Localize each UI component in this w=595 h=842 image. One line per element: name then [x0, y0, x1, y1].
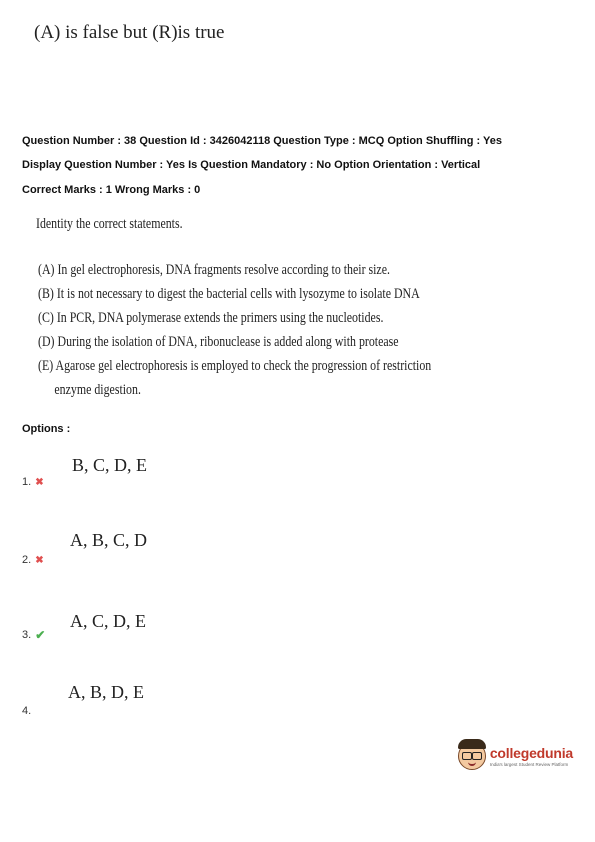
option-3-text[interactable]: A, C, D, E [70, 611, 146, 631]
question-stem: Identity the correct statements. [36, 216, 183, 232]
option-1-text[interactable]: B, C, D, E [72, 455, 148, 475]
option-1-number[interactable] [22, 476, 44, 488]
cross-icon: ✖ [35, 554, 44, 566]
logo-name: collegedunia [489, 745, 573, 761]
check-icon: ✔ [35, 628, 46, 642]
option-4-text[interactable]: A, B, D, E [68, 682, 144, 702]
mascot-icon [458, 742, 486, 770]
options-heading: Options : [22, 423, 71, 435]
option-4-number[interactable] [22, 705, 31, 717]
option-3-number[interactable] [22, 628, 45, 642]
option-2-number[interactable] [22, 554, 44, 566]
cross-icon: ✖ [35, 476, 44, 488]
statement-d: (D) During the isolation of DNA, ribonuclease is added along with protease [38, 334, 399, 350]
previous-answer-text: (A) is false but (R)is true [34, 22, 225, 43]
statement-e-continued: enzyme digestion. [54, 382, 141, 398]
statement-c: (C) In PCR, DNA polymerase extends the primers using the nucleotides. [38, 310, 384, 326]
option-2-text[interactable]: A, B, C, D [70, 530, 148, 550]
statement-a: (A) In gel electrophoresis, DNA fragments resolve according to their size. [38, 262, 390, 278]
option-4-label: 4. [22, 705, 32, 717]
statement-b: (B) It is not necessary to digest the bacterial cells with lysozyme to isolate DNA [38, 286, 420, 302]
option-2-label: 2. [22, 554, 32, 566]
option-3-label: 3. [22, 629, 32, 641]
question-meta-line-1: Question Number : 38 Question Id : 3426042118 Question Type : MCQ Option Shuffling : Yes [22, 135, 503, 147]
statement-list [38, 258, 431, 402]
collegedunia-logo [458, 742, 573, 770]
statement-e: (E) Agarose gel electrophoresis is employed to check the progression of restriction [38, 358, 432, 374]
question-meta-line-3: Correct Marks : 1 Wrong Marks : 0 [22, 184, 201, 196]
logo-tagline: India's largest Student Review Platform [489, 762, 569, 767]
option-1-label: 1. [22, 476, 32, 488]
question-meta-line-2: Display Question Number : Yes Is Question Mandatory : No Option Orientation : Vertical [22, 159, 481, 171]
